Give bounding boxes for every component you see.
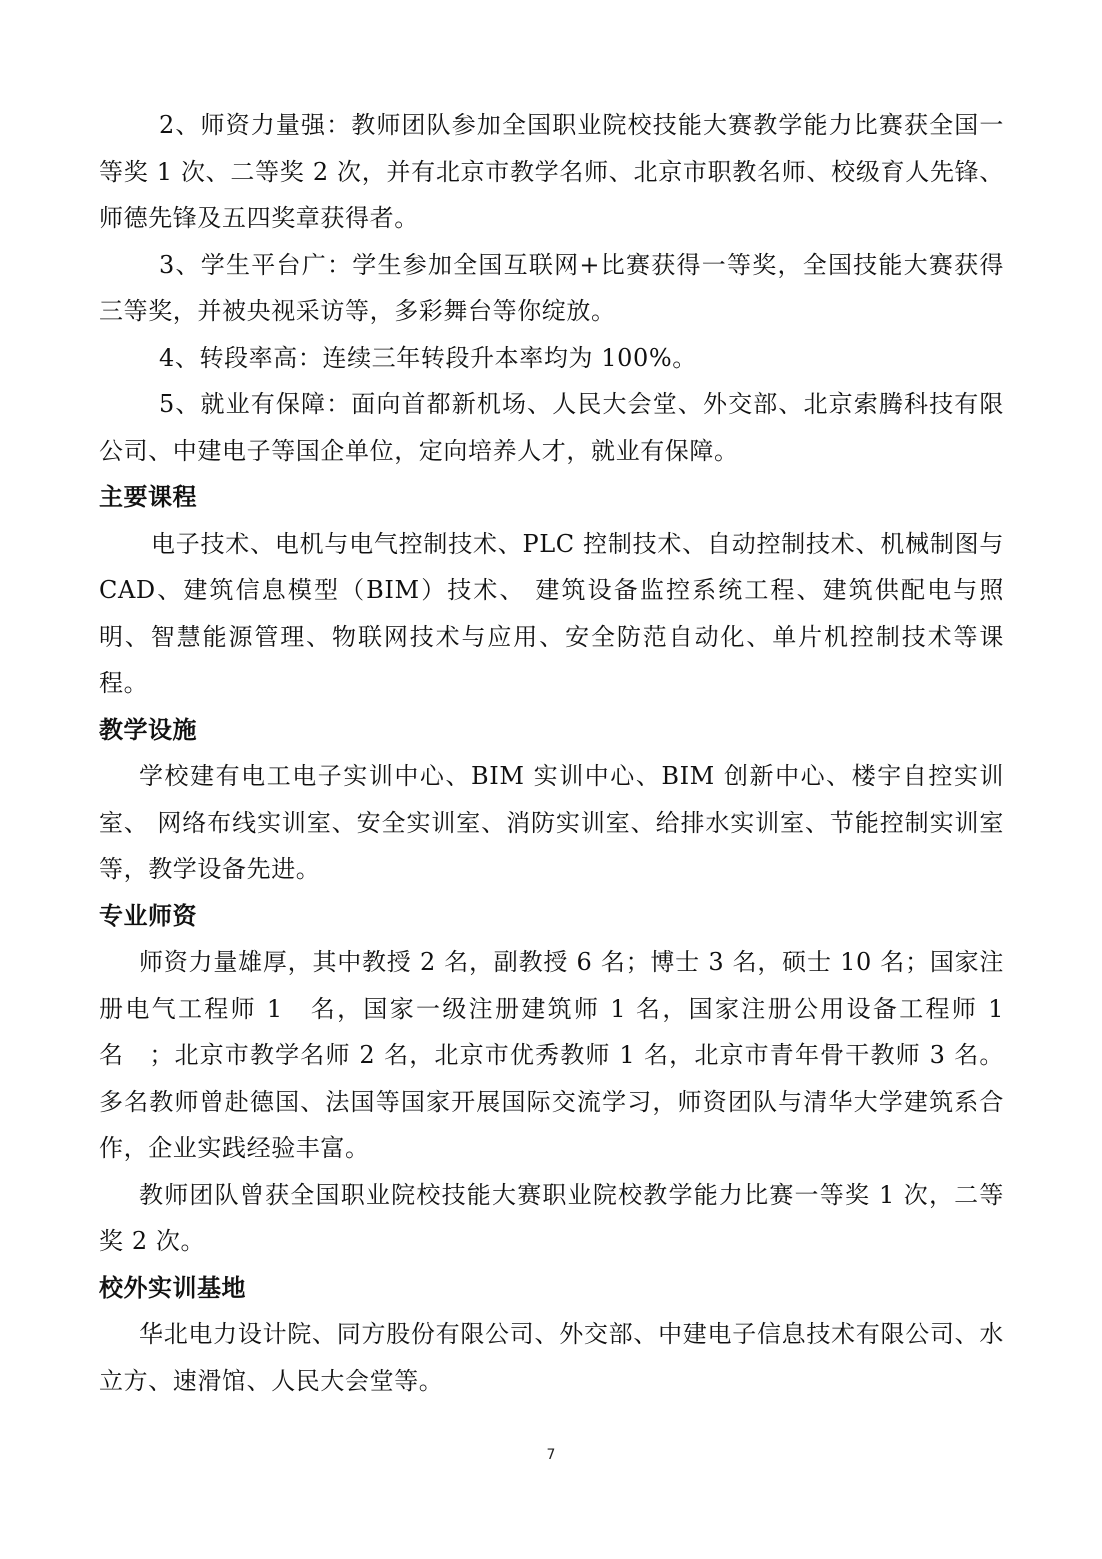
- document-page: [99, 102, 1004, 1404]
- highlight-item-transfer-rate: 4、转段率高：连续三年转段升本率均为 100%。: [159, 343, 697, 372]
- highlight-item-faculty-strength: 2、师资力量强：教师团队参加全国职业院校技能大赛教学能力比赛获全国一等奖 1 次、二等奖 2 次，并有北京市教学名师、北京市职教名师、校级育人先锋、师德先锋及五四奖章获得者。: [99, 111, 1004, 232]
- section-heading-facilities: 教学设施: [99, 715, 197, 744]
- section-heading-faculty: 专业师资: [99, 901, 197, 930]
- courses-body: 电子技术、电机与电气控制技术、PLC 控制技术、自动控制技术、机械制图与 CAD、建筑信息模型（BIM）技术、 建筑设备监控系统工程、建筑供配电与照明、智慧能源管理、物联网技术与应用、安全防范自动化、单片机控制技术等课程。: [99, 529, 1004, 697]
- highlight-item-employment: 5、就业有保障：面向首都新机场、人民大会堂、外交部、北京索腾科技有限公司、中建电子等国企单位，定向培养人才，就业有保障。: [99, 390, 1004, 465]
- section-heading-courses: 主要课程: [99, 483, 197, 511]
- faculty-body-2: 教师团队曾获全国职业院校技能大赛职业院校教学能力比赛一等奖 1 次，二等奖 2 次。: [99, 1180, 1004, 1255]
- highlight-item-student-platform: 3、学生平台广：学生参加全国互联网+比赛获得一等奖，全国技能大赛获得三等奖，并被央视采访等，多彩舞台等你绽放。: [99, 250, 1004, 325]
- facilities-body: 学校建有电工电子实训中心、BIM 实训中心、BIM 创新中心、楼宇自控实训室、 网络布线实训室、安全实训室、消防实训室、给排水实训室、节能控制实训室等，教学设备先进。: [99, 762, 1004, 883]
- training-bases-body: 华北电力设计院、同方股份有限公司、外交部、中建电子信息技术有限公司、水立方、速滑馆、人民大会堂等。: [99, 1320, 1004, 1395]
- faculty-body-1: 师资力量雄厚，其中教授 2 名，副教授 6 名；博士 3 名，硕士 10 名；国家注册电气工程师 1 名，国家一级注册建筑师 1 名，国家注册公用设备工程师 1 名 ；北京市教学名师 2 名，北京市优秀教师 1 名，北京市青年骨干教师 3 名。多名教师曾赴德国、法国等国家开展国际交流学习，师资团队与清华大学建筑系合作，企业实践经验丰富。: [99, 948, 1004, 1162]
- page-number: 7: [546, 1447, 556, 1463]
- section-heading-training-bases: 校外实训基地: [99, 1273, 246, 1302]
